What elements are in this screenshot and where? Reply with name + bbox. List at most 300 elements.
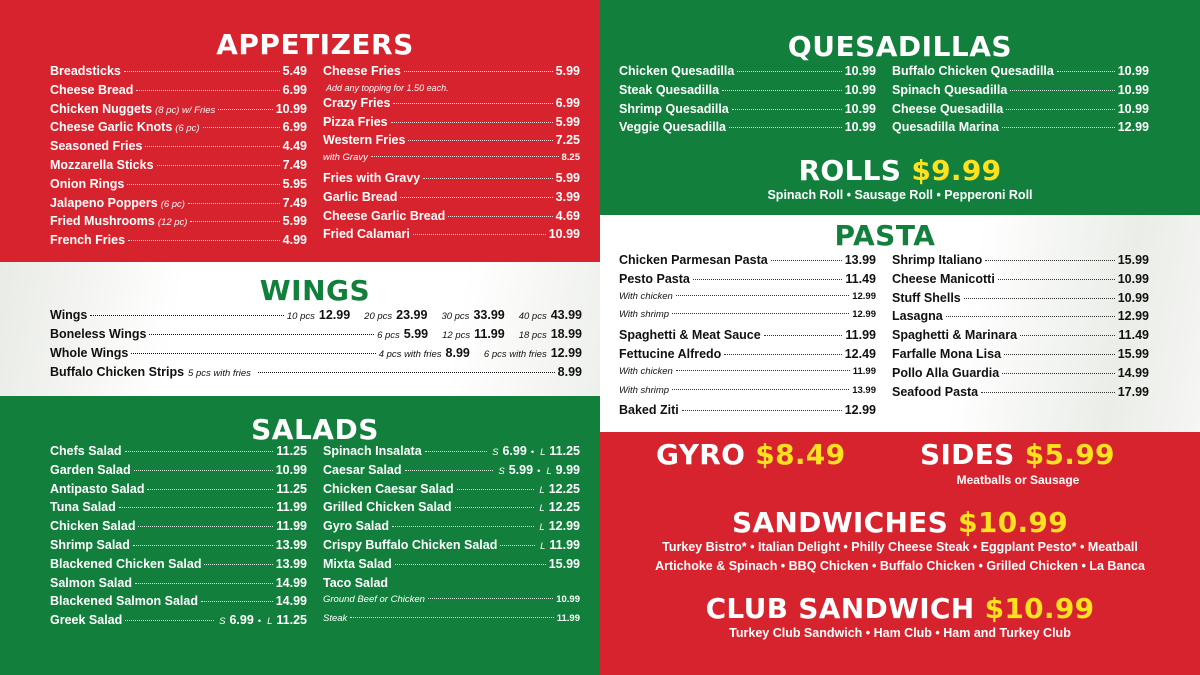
item-price-sizes xyxy=(538,538,580,552)
item-name: Salmon Salad xyxy=(50,575,132,590)
item-name: Baked Ziti xyxy=(619,403,679,418)
item-price: 4.99 xyxy=(282,233,307,248)
item-price-sizes xyxy=(537,482,580,496)
menu-item xyxy=(619,83,876,102)
item-name: Spinach Insalata xyxy=(323,444,422,458)
quesadillas-right-column xyxy=(892,64,1149,139)
dot-leader xyxy=(188,203,280,204)
item-price: 13.99 xyxy=(852,384,876,396)
menu-item xyxy=(323,227,580,246)
menu-item xyxy=(323,557,580,576)
item-name: Ground Beef or Chicken xyxy=(323,594,425,606)
dot-leader xyxy=(985,260,1114,261)
item-name: Buffalo Chicken Quesadilla xyxy=(892,64,1054,78)
item-price: 10.99 xyxy=(844,82,876,97)
option-quantity: 6 pcs with fries xyxy=(483,349,547,360)
item-price: 11.99 xyxy=(276,500,307,515)
item-price: 7.49 xyxy=(282,195,307,210)
wings-option xyxy=(379,346,470,360)
item-price-sizes xyxy=(537,500,580,514)
item-price: 4.69 xyxy=(555,208,580,223)
dot-leader xyxy=(672,313,849,314)
item-price: 5.99 xyxy=(555,114,580,129)
size-large-label: L xyxy=(539,522,545,534)
dot-leader xyxy=(457,489,535,490)
item-name: Crazy Fries xyxy=(323,95,391,110)
item-name: Chicken Caesar Salad xyxy=(323,481,454,496)
item-price: 10.99 xyxy=(1117,82,1149,97)
option-quantity: 4 pcs with fries xyxy=(378,349,442,360)
menu-item xyxy=(619,347,876,366)
sides-note: Meatballs or Sausage xyxy=(956,473,1080,487)
small-price: 6.99 xyxy=(502,444,527,458)
item-name: Chicken Quesadilla xyxy=(619,64,735,78)
item-name: Spinach Quesadilla xyxy=(892,82,1008,97)
item-name: Blackened Chicken Salad xyxy=(50,556,202,571)
dot-leader xyxy=(682,410,842,411)
dot-leader xyxy=(147,489,273,490)
wings-item xyxy=(50,308,582,322)
option-quantity: 12 pcs xyxy=(442,330,471,341)
dot-leader xyxy=(1057,71,1115,72)
dot-leader xyxy=(428,598,553,599)
menu-item xyxy=(50,613,307,632)
menu-item xyxy=(892,366,1149,385)
dot-leader xyxy=(258,372,555,373)
item-name: Pollo Alla Guardia xyxy=(892,365,1000,380)
item-price: 12.99 xyxy=(852,309,876,321)
gyro-heading xyxy=(656,438,845,471)
wings-option xyxy=(519,308,582,322)
item-price-sizes xyxy=(217,613,307,627)
option-price: 18.99 xyxy=(550,327,582,341)
sides-heading xyxy=(920,438,1115,471)
dot-leader xyxy=(998,279,1115,280)
dot-leader xyxy=(423,178,552,179)
item-price: 10.99 xyxy=(844,101,876,116)
quesadillas-title: QUESADILLAS xyxy=(787,30,1013,63)
item-price: 15.99 xyxy=(1117,346,1149,361)
large-price: 11.25 xyxy=(276,613,307,628)
item-price: 7.25 xyxy=(555,133,580,148)
dot-leader xyxy=(500,545,535,546)
item-price: 12.99 xyxy=(844,403,876,418)
size-small-label: S xyxy=(498,465,505,477)
item-price: 10.99 xyxy=(844,120,876,135)
item-name: Mixta Salad xyxy=(323,556,392,571)
separator: • xyxy=(257,616,262,628)
dot-leader xyxy=(131,353,375,354)
item-price: 6.99 xyxy=(282,120,307,135)
menu-item xyxy=(323,594,580,613)
dot-leader xyxy=(218,109,272,110)
item-name: Pizza Fries xyxy=(323,114,388,129)
dot-leader xyxy=(771,260,842,261)
menu-item xyxy=(323,96,580,115)
dot-leader xyxy=(395,564,546,565)
size-large-label: L xyxy=(546,465,552,477)
item-name: Whole Wings xyxy=(50,346,129,360)
dot-leader xyxy=(371,156,559,157)
item-name: Cheese Garlic Bread xyxy=(323,208,446,223)
dot-leader xyxy=(676,370,850,371)
item-price: 10.99 xyxy=(556,594,580,606)
gyro-title: GYRO xyxy=(656,438,746,471)
option-price: 43.99 xyxy=(550,308,582,322)
item-name: Shrimp Salad xyxy=(50,537,130,552)
item-note: (6 pc) xyxy=(160,198,185,210)
menu-item xyxy=(892,272,1149,291)
dot-leader xyxy=(676,295,849,296)
item-price: 4.49 xyxy=(282,139,307,154)
menu-item xyxy=(892,102,1149,121)
dot-leader xyxy=(981,392,1115,393)
menu-item xyxy=(323,152,580,171)
dot-leader xyxy=(134,470,273,471)
dot-leader xyxy=(729,127,842,128)
rolls-heading xyxy=(600,154,1200,187)
item-name: Cheese Fries xyxy=(323,64,401,78)
menu-item xyxy=(619,120,876,139)
item-name: Chicken Nuggets xyxy=(50,101,153,116)
dot-leader xyxy=(125,451,274,452)
large-price: 11.99 xyxy=(549,537,580,552)
item-price-sizes xyxy=(537,519,580,533)
dot-leader xyxy=(1004,354,1115,355)
appetizers-title: APPETIZERS xyxy=(216,28,414,61)
item-price: 15.99 xyxy=(1117,253,1149,267)
rolls-items: Spinach Roll • Sausage Roll • Pepperoni Roll xyxy=(767,188,1033,202)
option-price: 11.99 xyxy=(474,327,505,341)
dot-leader xyxy=(392,526,534,527)
menu-item xyxy=(892,83,1149,102)
item-price: 7.49 xyxy=(282,157,307,172)
item-price: 3.99 xyxy=(555,189,580,204)
menu-item xyxy=(323,482,580,501)
item-price: 14.99 xyxy=(275,575,307,590)
salads-panel xyxy=(0,396,600,675)
item-note: (6 pc) xyxy=(175,123,200,135)
appetizers-panel xyxy=(0,0,600,262)
size-large-label: L xyxy=(539,503,545,515)
dot-leader xyxy=(393,103,552,104)
item-name: Blackened Salmon Salad xyxy=(50,594,198,609)
item-name: Quesadilla Marina xyxy=(892,120,999,135)
wings-option xyxy=(519,327,582,341)
dot-leader xyxy=(405,470,494,471)
item-name: Cheese Garlic Knots xyxy=(50,120,173,135)
dot-leader xyxy=(722,90,842,91)
menu-item xyxy=(619,102,876,121)
item-name: Cheese Manicotti xyxy=(892,271,995,286)
item-price: 12.99 xyxy=(1117,309,1149,324)
wings-title: WINGS xyxy=(259,274,371,307)
item-name: Western Fries xyxy=(323,133,406,148)
item-price: 5.49 xyxy=(282,64,307,78)
large-price: 12.99 xyxy=(548,519,580,534)
item-name: Stuff Shells xyxy=(892,290,961,305)
wings-option xyxy=(441,308,504,322)
sandwiches-panel xyxy=(600,432,1200,675)
club-heading xyxy=(600,592,1200,625)
item-name: Crispy Buffalo Chicken Salad xyxy=(323,537,498,552)
dot-leader xyxy=(408,140,552,141)
dot-leader xyxy=(135,583,273,584)
item-name: Fried Calamari xyxy=(323,227,410,242)
dot-leader xyxy=(204,564,272,565)
dot-leader xyxy=(448,216,552,217)
item-price: 11.25 xyxy=(276,444,307,458)
menu-item xyxy=(50,120,307,139)
option-quantity: 30 pcs xyxy=(441,311,470,322)
menu-item xyxy=(323,538,580,557)
dot-leader xyxy=(1002,373,1115,374)
dot-leader xyxy=(672,389,849,390)
item-name: Gyro Salad xyxy=(323,519,389,534)
item-note: (8 pc) w/ Fries xyxy=(155,104,216,116)
menu-item xyxy=(50,444,307,463)
option-price: 12.99 xyxy=(550,346,582,360)
menu-item xyxy=(323,444,580,463)
dot-leader xyxy=(1002,127,1115,128)
menu-item xyxy=(50,594,307,613)
menu-item xyxy=(323,209,580,228)
menu-item xyxy=(50,233,307,252)
wings-item xyxy=(50,346,582,360)
dot-leader xyxy=(1006,109,1115,110)
dot-leader xyxy=(190,221,279,222)
pasta-title: PASTA xyxy=(834,219,936,252)
option-quantity: 18 pcs xyxy=(518,330,547,341)
menu-item xyxy=(323,83,580,96)
item-price: 5.99 xyxy=(282,214,307,229)
rolls-price: $9.99 xyxy=(911,154,1002,187)
item-name: Chicken Salad xyxy=(50,519,136,534)
dot-leader xyxy=(413,234,546,235)
sandwiches-line-2: Artichoke & Spinach • BBQ Chicken • Buffalo Chicken • Grilled Chicken • La Banca xyxy=(655,559,1145,573)
dot-leader xyxy=(90,315,283,316)
item-name: French Fries xyxy=(50,233,126,248)
sandwiches-price: $10.99 xyxy=(958,506,1068,539)
size-large-label: L xyxy=(540,540,546,552)
item-name: Onion Rings xyxy=(50,176,125,191)
quesadillas-left-column xyxy=(619,64,876,139)
menu-item xyxy=(619,385,876,404)
menu-item xyxy=(323,64,580,83)
item-name: With shrimp xyxy=(619,309,670,321)
dot-leader xyxy=(964,298,1115,299)
sandwiches-title: SANDWICHES xyxy=(731,506,949,539)
item-name: Steak xyxy=(323,613,348,625)
menu-item xyxy=(50,102,307,121)
menu-item xyxy=(323,115,580,134)
item-name: Breadsticks xyxy=(50,64,121,78)
gyro-price: $8.49 xyxy=(755,438,846,471)
item-name: Fries with Gravy xyxy=(323,170,421,185)
item-name: Shrimp Quesadilla xyxy=(619,101,729,116)
item-price: 10.99 xyxy=(1117,290,1149,305)
menu-item xyxy=(619,272,876,291)
menu-item xyxy=(50,64,307,83)
item-name: Garden Salad xyxy=(50,462,131,477)
item-name: Cheese Bread xyxy=(50,82,134,97)
menu-item xyxy=(323,463,580,482)
sandwiches-line-1: Turkey Bistro* • Italian Delight • Philly Cheese Steak • Eggplant Pesto* • Meatball xyxy=(662,540,1138,554)
dot-leader xyxy=(1010,90,1114,91)
dot-leader xyxy=(203,127,280,128)
menu-item xyxy=(50,576,307,595)
menu-item xyxy=(323,190,580,209)
item-name: Taco Salad xyxy=(323,575,389,590)
item-price: 14.99 xyxy=(275,594,307,609)
menu-item xyxy=(50,519,307,538)
item-name: With chicken xyxy=(619,290,673,302)
dot-leader xyxy=(128,240,280,241)
item-name: With chicken xyxy=(619,365,673,377)
large-price: 12.25 xyxy=(548,500,580,515)
item-price-sizes xyxy=(496,463,580,477)
dot-leader xyxy=(732,109,842,110)
menu-item xyxy=(50,177,307,196)
menu-item xyxy=(323,133,580,152)
sides-title: SIDES xyxy=(920,438,1015,471)
pasta-right-column xyxy=(892,253,1149,403)
option-quantity: 10 pcs xyxy=(286,311,315,322)
menu-item xyxy=(892,253,1149,272)
item-name: Jalapeno Poppers xyxy=(50,195,158,210)
dot-leader xyxy=(724,354,841,355)
size-small-label: S xyxy=(492,447,499,458)
club-items: Turkey Club Sandwich • Ham Club • Ham and Turkey Club xyxy=(729,626,1071,640)
dot-leader xyxy=(455,507,535,508)
item-price: 13.99 xyxy=(275,556,307,571)
dot-leader xyxy=(136,90,279,91)
item-name: Tuna Salad xyxy=(50,500,116,515)
item-name: Steak Quesadilla xyxy=(619,82,720,97)
item-price: 14.99 xyxy=(1117,365,1149,380)
menu-item xyxy=(619,328,876,347)
item-price: 12.99 xyxy=(852,290,876,302)
wings-option xyxy=(442,327,505,341)
item-name: Seasoned Fries xyxy=(50,139,143,154)
wings-option xyxy=(484,346,582,360)
item-price: 11.49 xyxy=(845,271,876,286)
small-price: 5.99 xyxy=(508,462,534,477)
rolls-title: ROLLS xyxy=(798,154,902,187)
item-price: 5.95 xyxy=(282,176,307,191)
menu-item xyxy=(50,83,307,102)
dot-leader xyxy=(133,545,273,546)
item-price: 11.99 xyxy=(852,365,876,377)
wings-item xyxy=(50,365,582,379)
small-price: 6.99 xyxy=(229,613,254,628)
dot-leader xyxy=(201,601,273,602)
item-name: Fettucine Alfredo xyxy=(619,346,722,361)
item-name: Mozzarella Sticks xyxy=(50,157,154,172)
item-price-sizes xyxy=(490,444,580,458)
item-price: 5.99 xyxy=(555,170,580,185)
option-quantity: 40 pcs xyxy=(518,311,547,322)
item-name: Add any topping for 1.50 each. xyxy=(326,82,449,93)
item-price: 8.25 xyxy=(561,152,580,164)
dot-leader xyxy=(127,184,279,185)
item-price: 12.49 xyxy=(844,346,876,361)
menu-item xyxy=(50,139,307,158)
quesadillas-panel xyxy=(600,0,1200,215)
menu-item xyxy=(892,120,1149,139)
large-price: 12.25 xyxy=(548,481,580,496)
dot-leader xyxy=(404,71,553,72)
sides-price: $5.99 xyxy=(1024,438,1115,471)
menu-item xyxy=(619,291,876,310)
dot-leader xyxy=(119,507,274,508)
dot-leader xyxy=(693,279,843,280)
menu-item xyxy=(619,253,876,272)
option-quantity: 6 pcs xyxy=(377,330,400,341)
pasta-left-column xyxy=(619,253,876,422)
large-price: 9.99 xyxy=(555,462,580,477)
menu-item xyxy=(323,500,580,519)
item-name: Pesto Pasta xyxy=(619,271,690,286)
separator: • xyxy=(530,447,535,458)
dot-leader xyxy=(946,316,1115,317)
item-name: Cheese Quesadilla xyxy=(892,101,1004,116)
item-price: 10.99 xyxy=(1117,271,1149,286)
size-large-label: L xyxy=(267,616,273,628)
dot-leader xyxy=(391,122,553,123)
item-price: 10.99 xyxy=(844,64,876,78)
appetizers-left-column xyxy=(50,64,307,252)
menu-item xyxy=(619,309,876,328)
item-name: Spaghetti & Marinara xyxy=(892,328,1018,343)
item-price: 12.99 xyxy=(1117,120,1149,135)
item-price: 6.99 xyxy=(555,95,580,110)
item-name: Seafood Pasta xyxy=(892,384,979,399)
item-note: 5 pcs with fries xyxy=(188,368,251,379)
option-price: 5.99 xyxy=(403,327,429,341)
item-name: Greek Salad xyxy=(50,613,123,628)
menu-item xyxy=(619,64,876,83)
option-price: 8.99 xyxy=(445,346,470,360)
menu-item xyxy=(50,158,307,177)
menu-item xyxy=(50,214,307,233)
item-price: 11.49 xyxy=(1118,328,1149,343)
dot-leader xyxy=(425,451,487,452)
pasta-panel xyxy=(600,215,1200,432)
menu-item xyxy=(50,196,307,215)
item-price: 8.99 xyxy=(557,365,582,379)
menu-item xyxy=(892,328,1149,347)
salads-left-column xyxy=(50,444,307,632)
item-price: 10.99 xyxy=(1117,101,1149,116)
item-price: 10.99 xyxy=(275,101,307,116)
menu-item xyxy=(50,463,307,482)
item-name: Shrimp Italiano xyxy=(892,253,983,267)
item-name: Garlic Bread xyxy=(323,189,398,204)
appetizers-right-column xyxy=(323,64,580,246)
separator: • xyxy=(537,465,541,477)
item-price: 15.99 xyxy=(548,556,580,571)
item-price: 11.25 xyxy=(276,481,307,496)
item-name: With shrimp xyxy=(619,384,670,396)
item-price: 10.99 xyxy=(1117,64,1149,78)
item-price: 17.99 xyxy=(1117,384,1149,399)
item-note: (12 pc) xyxy=(157,217,188,229)
dot-leader xyxy=(145,146,279,147)
dot-leader xyxy=(764,335,843,336)
item-price: 6.99 xyxy=(282,82,307,97)
menu-item xyxy=(892,291,1149,310)
